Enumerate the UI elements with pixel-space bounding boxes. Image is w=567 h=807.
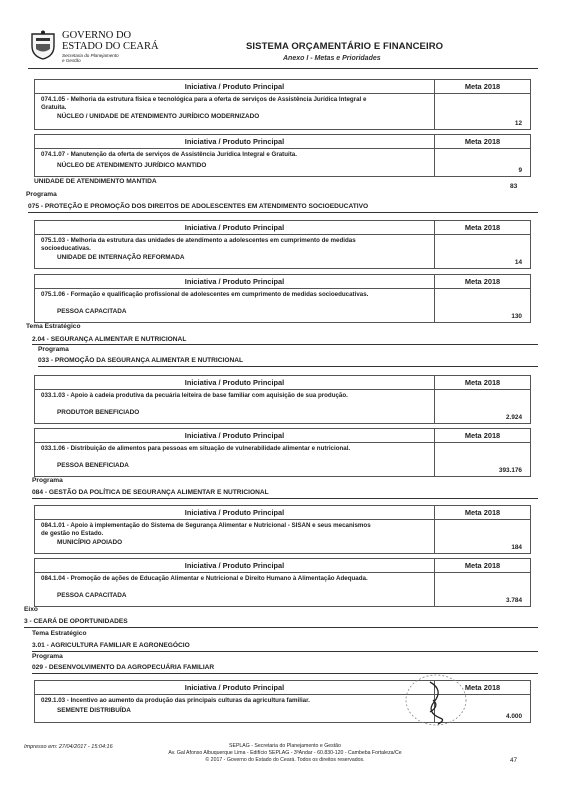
initiative-box [34,274,531,323]
initiative-box [34,375,531,424]
header-divider [28,68,538,69]
label-eixo: Eixo [24,606,38,613]
section-divider [38,366,538,367]
col-iniciativa: Iniciativa / Produto Principal [35,275,435,288]
signature-stamp-icon [400,672,470,730]
initiative-box [34,558,531,607]
eixo-3-title: 3 - CEARÁ DE OPORTUNIDADES [24,618,128,625]
footer-address: Av. Gal Afonso Albuquerque Lima - Edifício SEPLAG - 3ºAndar - 60.830-120 - Cambeba Fortaleza/Ce [168,750,402,756]
product-unit: PESSOA CAPACITADA [57,592,127,599]
extra-meta-value: 83 [510,183,518,190]
initiative-description: 074.1.07 - Manutenção da oferta de serviços de Assistência Jurídica Integral e Gratuita. [41,151,297,158]
programa-033-title: 033 - PROMOÇÃO DA SEGURANÇA ALIMENTAR E NUTRICIONAL [38,357,244,364]
product-unit: PESSOA CAPACITADA [57,308,127,315]
product-unit: UNIDADE DE INTERNAÇÃO REFORMADA [57,254,185,261]
product-unit: NÚCLEO / UNIDADE DE ATENDIMENTO JURÍDICO MODERNIZADO [57,113,260,120]
label-programa: Programa [32,653,63,660]
col-meta: Meta 2018 [464,431,501,440]
tema-204-title: 2.04 - SEGURANÇA ALIMENTAR E NUTRICIONAL [32,336,187,343]
col-meta: Meta 2018 [464,378,501,387]
meta-value: 184 [511,544,522,551]
col-iniciativa: Iniciativa / Produto Principal [35,80,435,93]
logo-title-line1: GOVERNO DO [62,30,132,41]
logo-title-line2: ESTADO DO CEARÁ [62,41,159,52]
meta-value: 2.924 [506,414,522,421]
state-coat-of-arms-icon [30,30,56,60]
section-divider [28,212,538,213]
system-title: SISTEMA ORÇAMENTÁRIO E FINANCEIRO [246,41,444,52]
col-iniciativa: Iniciativa / Produto Principal [35,135,435,148]
initiative-description: 074.1.05 - Melhoria da estrutura física e tecnológica para a oferta de serviços de Assistência Jurídica Integral e Gratuita. [41,96,367,111]
col-iniciativa: Iniciativa / Produto Principal [35,559,435,572]
programa-075-title: 075 - PROTEÇÃO E PROMOÇÃO DOS DIREITOS DE ADOLESCENTES EM ATENDIMENTO SOCIOEDUCATIVO [28,203,369,210]
col-iniciativa: Iniciativa / Produto Principal [35,681,435,694]
col-meta: Meta 2018 [464,223,501,232]
logo-secretaria: Secretaria do Planejamento [62,53,119,58]
label-programa: Programa [26,191,57,198]
meta-value: 12 [514,120,522,127]
col-meta: Meta 2018 [464,137,501,146]
label-tema-estrategico: Tema Estratégico [32,630,87,637]
product-unit: MUNICÍPIO APOIADO [57,539,123,546]
meta-value: 393.176 [498,467,522,474]
tema-301-title: 3.01 - AGRICULTURA FAMILIAR E AGRONEGÓCIO [32,642,190,649]
col-iniciativa: Iniciativa / Produto Principal [35,429,435,442]
initiative-description: 029.1.03 - Incentivo ao aumento da produção das principais culturas da agricultura familiar. [41,697,310,704]
logo-gestao: e Gestão [62,58,81,63]
initiative-box [34,79,531,130]
col-iniciativa: Iniciativa / Produto Principal [35,221,435,234]
col-iniciativa: Iniciativa / Produto Principal [35,506,435,519]
product-unit: NÚCLEO DE ATENDIMENTO JURÍDICO MANTIDO [57,162,207,169]
label-programa: Programa [38,346,69,353]
label-tema-estrategico: Tema Estratégico [26,323,81,330]
col-iniciativa: Iniciativa / Produto Principal [35,376,435,389]
system-subtitle: Anexo I - Metas e Prioridades [283,55,381,62]
initiative-description: 033.1.06 - Distribuição de alimentos para pessoas em situação de vulnerabilidade alimentar e nutricional. [41,445,351,452]
extra-product-unit: UNIDADE DE ATENDIMENTO MANTIDA [34,178,157,185]
col-meta: Meta 2018 [464,561,501,570]
footer-copyright: © 2017 - Governo do Estado do Ceará. Todos os direitos reservados. [205,757,365,763]
col-meta: Meta 2018 [464,683,501,692]
initiative-box [34,220,531,269]
initiative-description: 075.1.03 - Melhoria da estrutura das unidades de atendimento a adolescentes em cumprimento de medidas socioeducativas. [41,237,356,252]
col-meta: Meta 2018 [464,277,501,286]
initiative-description: 033.1.03 - Apoio à cadeia produtiva da pecuária leiteira de base familiar com aquisição de sua produção. [41,392,348,399]
section-divider [24,627,538,628]
section-divider [32,344,538,345]
meta-value: 130 [511,313,522,320]
product-unit: SEMENTE DISTRIBUÍDA [57,707,131,714]
meta-value: 4.000 [506,713,522,720]
meta-value: 3.784 [506,597,522,604]
meta-value: 9 [518,167,522,174]
section-divider [32,651,538,652]
programa-029-title: 029 - DESENVOLVIMENTO DA AGROPECUÁRIA FAMILIAR [32,664,215,671]
initiative-box [34,428,531,477]
initiative-box [34,134,531,177]
col-meta: Meta 2018 [464,508,501,517]
section-divider [32,498,538,499]
footer-org: SEPLAG - Secretaria do Planejamento e Gestão [229,743,341,749]
product-unit: PRODUTOR BENEFICIADO [57,409,140,416]
product-unit: PESSOA BENEFICIADA [57,462,129,469]
page-number: 47 [510,757,518,764]
initiative-description: 084.1.01 - Apoio à implementação do Sistema de Segurança Alimentar e Nutricional - SISAN e seus mecanismos de gestão no Estado. [41,522,371,537]
label-programa: Programa [32,477,63,484]
col-meta: Meta 2018 [464,82,501,91]
initiative-description: 084.1.04 - Promoção de ações de Educação Alimentar e Nutricional e Direito Humano à Alimentação Adequada. [41,575,368,582]
initiative-description: 075.1.06 - Formação e qualificação profissional de adolescentes em cumprimento de medidas socioeducativas. [41,291,369,298]
programa-084-title: 084 - GESTÃO DA POLÍTICA DE SEGURANÇA ALIMENTAR E NUTRICIONAL [32,489,269,496]
printed-timestamp: Impresso em: 27/04/2017 - 15:04:16 [24,744,113,750]
initiative-box [34,505,531,554]
meta-value: 14 [514,259,522,266]
